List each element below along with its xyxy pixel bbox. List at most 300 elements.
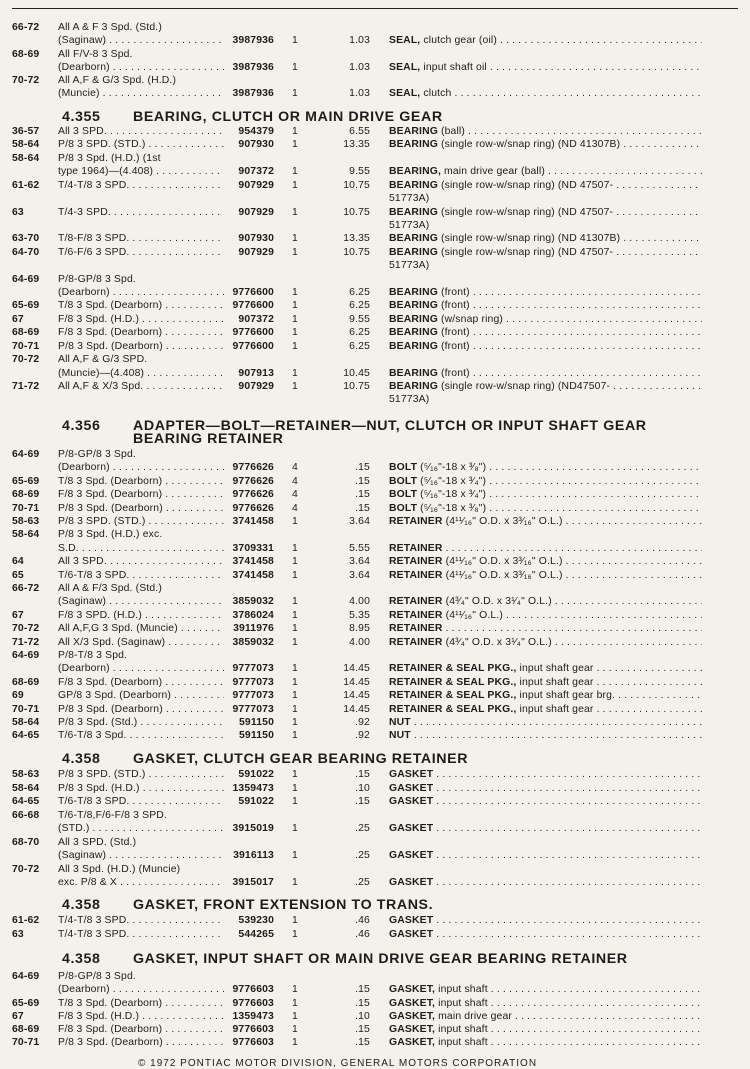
- model-years: 70-72: [12, 75, 40, 87]
- application: P/8 3 SPD. (STD.) . . .: [58, 516, 224, 528]
- part-number: 591150: [239, 717, 274, 728]
- description: [389, 596, 702, 608]
- model-years: 58-64: [12, 717, 40, 728]
- application: T/4-T/8 3 SPD. . . .: [58, 929, 224, 941]
- part-detail: input shaft: [435, 1024, 488, 1035]
- model-years: 68-69: [12, 327, 40, 339]
- part-number: 9777073: [232, 703, 274, 715]
- application: (Muncie)—(4.408) . . .: [58, 368, 224, 380]
- application: P/8 3 Spd. (Std.) . . .: [58, 717, 224, 729]
- application: T/8 3 Spd. (Dearborn) . . .: [58, 998, 224, 1010]
- description: [389, 1024, 702, 1036]
- quantity: 1: [292, 287, 298, 299]
- application: P/8 3 Spd. (H.D.) . . .: [58, 783, 224, 795]
- price: 14.45: [343, 690, 370, 702]
- application: T/4-3 SPD. . . .: [58, 207, 224, 219]
- part-number: 9777073: [232, 690, 274, 702]
- part-number: 1359473: [232, 782, 274, 794]
- quantity: 1: [292, 609, 298, 621]
- quantity: 1: [292, 126, 298, 137]
- part-name: GASKET: [389, 915, 434, 926]
- part-number: 3741458: [232, 569, 274, 581]
- part-name: RETAINER: [389, 596, 443, 608]
- model-years: 67: [12, 609, 24, 621]
- quantity: 1: [292, 636, 298, 648]
- quantity: 1: [292, 313, 298, 325]
- price: 8.95: [349, 623, 370, 635]
- section-title: ADAPTER—BOLT—RETAINER—NUT, CLUTCH OR INPUT SHAFT GEAR: [133, 418, 647, 434]
- part-name: RETAINER & SEAL PKG.,: [389, 676, 517, 688]
- part-name: RETAINER: [389, 623, 443, 635]
- part-number: 3911976: [233, 623, 274, 635]
- description: [389, 62, 702, 74]
- price: 6.25: [349, 340, 370, 352]
- quantity: 4: [292, 489, 298, 501]
- part-number: 591150: [239, 730, 274, 742]
- model-years: 58-63: [12, 516, 40, 527]
- model-years: 58-64: [12, 529, 40, 541]
- model-years: 65-69: [12, 997, 40, 1009]
- quantity: 1: [292, 206, 298, 218]
- price: .92: [355, 717, 370, 728]
- price: .10: [355, 782, 370, 794]
- application: (Saginaw) . . .: [58, 596, 224, 608]
- part-number: 3859032: [232, 596, 274, 608]
- application: T/6-T/8 3 SPD. . . .: [58, 796, 224, 808]
- application: T/6-T/8 3 Spd. . . .: [58, 730, 224, 742]
- part-name: GASKET: [389, 928, 434, 940]
- model-years: 64-65: [12, 730, 40, 742]
- model-years: 61-62: [12, 915, 40, 926]
- quantity: 1: [292, 139, 298, 151]
- part-detail: main drive gear (ball): [441, 166, 545, 178]
- price: 4.00: [349, 596, 370, 608]
- model-years: 63: [12, 206, 24, 218]
- quantity: 1: [292, 340, 298, 352]
- price: .25: [355, 823, 370, 834]
- part-detail: (single row-w/snap ring) (ND 41307B): [437, 139, 621, 151]
- part-name: GASKET,: [389, 997, 436, 1009]
- part-detail: (front): [437, 367, 470, 379]
- price: 14.45: [343, 663, 370, 675]
- application: P/8 3 Spd. (H.D.) (1st: [58, 152, 161, 164]
- description: [389, 769, 702, 781]
- description: [389, 704, 702, 716]
- part-detail: input shaft gear brg.: [516, 690, 616, 702]
- part-number: 954379: [238, 126, 274, 137]
- quantity: 1: [292, 61, 298, 73]
- description: [389, 570, 702, 582]
- model-years: 68-69: [12, 48, 40, 60]
- part-name: BOLT: [389, 502, 418, 514]
- quantity: 1: [292, 596, 298, 608]
- part-name: BOLT: [389, 475, 418, 487]
- application: (Dearborn) . . .: [58, 462, 224, 474]
- application: T/4-T/8 3 SPD. . . .: [58, 180, 224, 192]
- application: T/8-F/8 3 SPD. . . .: [58, 233, 224, 245]
- price: .25: [355, 877, 370, 888]
- part-detail: 51773A): [389, 394, 430, 406]
- description: [389, 1037, 702, 1049]
- part-number: 9776603: [232, 997, 274, 1009]
- description: [389, 823, 702, 835]
- quantity: 1: [292, 928, 298, 940]
- application: GP/8 3 Spd. (Dearborn) . . .: [58, 690, 224, 702]
- part-name: BEARING: [389, 139, 438, 151]
- price: .10: [355, 1010, 370, 1022]
- part-name: GASKET: [389, 850, 434, 861]
- quantity: 1: [292, 717, 298, 728]
- part-name: RETAINER: [389, 516, 443, 527]
- quantity: 1: [292, 542, 298, 554]
- application: All A,F & G/3 Spd. (H.D.): [58, 75, 177, 87]
- description: [389, 998, 702, 1010]
- description: [389, 88, 702, 100]
- model-years: 64-69: [12, 971, 40, 982]
- model-years: 58-63: [12, 769, 40, 780]
- description: [389, 503, 702, 515]
- application: P/8-GP/8 3 Spd.: [58, 273, 136, 285]
- quantity: 1: [292, 1010, 298, 1022]
- model-years: 70-71: [12, 340, 40, 352]
- description: [389, 139, 702, 151]
- part-detail: clutch gear (oil): [420, 35, 497, 47]
- model-years: 66-72: [12, 22, 40, 33]
- part-name: GASKET: [389, 877, 434, 888]
- price: .15: [355, 1037, 370, 1049]
- quantity: 1: [292, 796, 298, 807]
- quantity: 1: [292, 246, 298, 258]
- part-name: RETAINER: [389, 542, 443, 554]
- part-name: SEAL,: [389, 61, 421, 73]
- model-years: 64-70: [12, 246, 40, 258]
- price: 5.55: [349, 542, 370, 554]
- price: 1.03: [349, 35, 370, 47]
- price: .46: [355, 915, 370, 926]
- application: T/6-T/8,F/6-F/8 3 SPD.: [58, 809, 167, 821]
- model-years: 64-69: [12, 650, 40, 661]
- part-detail: main drive gear: [435, 1010, 512, 1022]
- part-detail: (single row-w/snap ring) (ND 41307B): [437, 233, 621, 245]
- description: [389, 730, 702, 742]
- part-number: 1359473: [232, 1010, 274, 1022]
- application: F/8 3 Spd. (Dearborn) . . .: [58, 1024, 224, 1036]
- application: All A & F 3 Spd. (Std.): [58, 22, 162, 33]
- top-rule: [12, 8, 738, 9]
- part-detail: (single row-w/snap ring) (ND 47507-: [437, 179, 614, 191]
- part-detail: (front): [437, 300, 470, 312]
- part-detail: (⁵⁄₁₆"-18 x ³⁄₈"): [417, 462, 487, 474]
- quantity: 1: [292, 690, 298, 702]
- part-detail: (ball): [437, 126, 466, 137]
- model-years: 71-72: [12, 380, 40, 392]
- description: [389, 796, 702, 808]
- part-number: 9776626: [232, 502, 274, 514]
- quantity: 1: [292, 300, 298, 312]
- quantity: 4: [292, 502, 298, 514]
- part-detail: (single row-w/snap ring) (ND47507-: [437, 380, 611, 392]
- application: P/8 3 Spd. (H.D.) exc.: [58, 529, 163, 541]
- price: .15: [355, 984, 370, 996]
- part-detail: (front): [437, 287, 470, 299]
- part-detail: input shaft gear: [516, 663, 594, 675]
- part-number: 907929: [238, 206, 274, 218]
- model-years: 70-72: [12, 623, 40, 635]
- price: 14.45: [343, 676, 370, 688]
- application: P/8 3 Spd. (Dearborn) . . .: [58, 704, 224, 716]
- price: 10.75: [343, 246, 370, 258]
- application: All A,F & X/3 Spd. . . .: [58, 381, 224, 393]
- model-years: 65: [12, 569, 24, 581]
- part-name: SEAL,: [389, 35, 421, 47]
- description: [389, 783, 702, 795]
- price: .15: [355, 769, 370, 780]
- application: P/8-T/8 3 Spd.: [58, 650, 128, 661]
- application: (Saginaw) . . .: [58, 35, 224, 47]
- part-name: BEARING: [389, 313, 438, 325]
- part-number: 907913: [238, 367, 274, 379]
- model-years: 65-69: [12, 475, 40, 487]
- application: F/8 3 Spd. (Dearborn) . . .: [58, 327, 224, 339]
- application: P/8 3 SPD. (STD.) . . .: [58, 769, 224, 781]
- section-number: 4.358: [62, 951, 101, 967]
- section-number: 4.356: [62, 418, 101, 434]
- model-years: 68-69: [12, 676, 40, 688]
- part-number: 907930: [238, 139, 274, 151]
- part-number: 907929: [238, 380, 274, 392]
- quantity: 1: [292, 850, 298, 861]
- description: [389, 1011, 702, 1023]
- part-detail: (w/snap ring): [437, 313, 504, 325]
- quantity: 1: [292, 703, 298, 715]
- part-name: BEARING: [389, 340, 438, 352]
- application: P/8-GP/8 3 Spd.: [58, 971, 136, 982]
- part-number: 9776626: [232, 462, 274, 474]
- quantity: 4: [292, 475, 298, 487]
- application: (Dearborn) . . .: [58, 62, 224, 74]
- part-detail: input shaft: [435, 984, 488, 996]
- part-name: RETAINER & SEAL PKG.,: [389, 663, 517, 675]
- model-years: 58-64: [12, 139, 40, 151]
- price: .46: [355, 928, 370, 940]
- quantity: 1: [292, 997, 298, 1009]
- price: 6.25: [349, 287, 370, 299]
- application: T/8 3 Spd. (Dearborn) . . .: [58, 476, 224, 488]
- part-detail: (⁵⁄₁₆"-18 x ³⁄₈"): [417, 502, 487, 514]
- price: 5.35: [349, 609, 370, 621]
- model-years: 63: [12, 928, 24, 940]
- part-detail: 51773A): [389, 219, 430, 231]
- part-name: BOLT: [389, 462, 418, 474]
- application: (Saginaw) . . .: [58, 850, 224, 862]
- section-number: 4.355: [62, 109, 101, 125]
- description: [389, 663, 702, 675]
- quantity: 1: [292, 556, 298, 568]
- part-number: 591022: [238, 796, 274, 807]
- description: [389, 327, 702, 339]
- section-title: BEARING, CLUTCH OR MAIN DRIVE GEAR: [133, 109, 443, 125]
- quantity: 4: [292, 462, 298, 474]
- price: 1.03: [349, 88, 370, 100]
- quantity: 1: [292, 1024, 298, 1035]
- application: All X/3 Spd. (Saginaw) . . .: [58, 637, 224, 649]
- part-name: GASKET,: [389, 1024, 436, 1035]
- part-detail: (4¹¹⁄₁₆" O.D. x 3³⁄₁₆" O.L.): [442, 556, 563, 568]
- price: 10.75: [343, 380, 370, 392]
- part-number: 907929: [238, 246, 274, 258]
- description: [389, 394, 702, 406]
- description: [389, 368, 702, 380]
- part-name: BEARING: [389, 206, 438, 218]
- part-detail: input shaft oil: [420, 61, 487, 73]
- model-years: 61-62: [12, 179, 40, 191]
- part-number: 539230: [238, 915, 274, 926]
- section-title: GASKET, INPUT SHAFT OR MAIN DRIVE GEAR BEARING RETAINER: [133, 951, 628, 967]
- part-number: 9777073: [232, 663, 274, 675]
- part-number: 9776603: [232, 1037, 274, 1049]
- part-name: BEARING: [389, 367, 438, 379]
- model-years: 63-70: [12, 233, 40, 245]
- description: [389, 717, 702, 729]
- model-years: 58-64: [12, 152, 40, 164]
- application: T/4-T/8 3 SPD. . . .: [58, 915, 224, 927]
- part-detail: clutch: [420, 88, 452, 100]
- copyright-footer: © 1972 PONTIAC MOTOR DIVISION, GENERAL MOTORS CORPORATION: [138, 1058, 538, 1069]
- application: exc. P/8 & X . . .: [58, 877, 224, 889]
- part-detail: 51773A): [389, 260, 430, 272]
- application: (Muncie) . . .: [58, 88, 224, 100]
- application: F/8 3 Spd. (Dearborn) . . .: [58, 489, 224, 501]
- part-name: RETAINER: [389, 609, 443, 621]
- model-years: 70-71: [12, 1037, 40, 1049]
- model-years: 64-65: [12, 796, 40, 807]
- model-years: 64-69: [12, 449, 40, 460]
- part-number: 3916113: [233, 850, 274, 861]
- model-years: 58-64: [12, 782, 40, 794]
- application: T/6-F/6 3 SPD. . . .: [58, 247, 224, 259]
- application: P/8-GP/8 3 Spd.: [58, 449, 136, 460]
- description: [389, 984, 702, 996]
- part-name: SEAL,: [389, 88, 421, 100]
- description: [389, 610, 702, 622]
- quantity: 1: [292, 782, 298, 794]
- part-number: 3987936: [232, 88, 274, 100]
- part-detail: (front): [437, 327, 470, 339]
- application: (Dearborn) . . .: [58, 984, 224, 996]
- price: 3.64: [349, 569, 370, 581]
- part-name: BEARING: [389, 179, 438, 191]
- quantity: 1: [292, 35, 298, 47]
- part-number: 9776600: [232, 287, 274, 299]
- part-detail: input shaft gear: [516, 676, 594, 688]
- part-number: 3786024: [232, 609, 274, 621]
- model-years: 67: [12, 313, 24, 325]
- quantity: 1: [292, 823, 298, 834]
- quantity: 1: [292, 769, 298, 780]
- model-years: 65-69: [12, 300, 40, 312]
- price: 13.35: [343, 139, 370, 151]
- application: (Dearborn) . . .: [58, 663, 224, 675]
- description: [389, 877, 702, 889]
- application: All 3 Spd. (H.D.) (Muncie): [58, 863, 181, 875]
- part-name: BEARING: [389, 300, 438, 312]
- part-number: 3915017: [232, 877, 274, 888]
- description: [389, 623, 702, 635]
- part-number: 3741458: [232, 556, 274, 568]
- part-name: BEARING: [389, 126, 438, 137]
- description: [389, 193, 702, 205]
- description: [389, 462, 702, 474]
- part-name: NUT: [389, 717, 411, 728]
- part-detail: (4³⁄₄" O.D. x 3¹⁄₄" O.L.): [442, 636, 552, 648]
- part-detail: (single row-w/snap ring) (ND 47507-: [437, 246, 614, 258]
- quantity: 1: [292, 1037, 298, 1049]
- application: All A & F/3 Spd. (Std.): [58, 583, 162, 594]
- application: All 3 SPD. . . .: [58, 126, 224, 138]
- part-number: 3741458: [232, 516, 274, 527]
- price: 9.55: [349, 166, 370, 178]
- price: 14.45: [343, 703, 370, 715]
- price: 9.55: [349, 313, 370, 325]
- part-name: GASKET,: [389, 1010, 436, 1022]
- part-name: GASKET: [389, 782, 434, 794]
- description: [389, 207, 702, 219]
- model-years: 36-57: [12, 126, 40, 137]
- price: .15: [355, 796, 370, 807]
- price: .15: [355, 462, 370, 474]
- part-number: 3987936: [232, 35, 274, 47]
- part-name: RETAINER & SEAL PKG.,: [389, 703, 517, 715]
- application: P/8 3 SPD. (STD.) . . .: [58, 139, 224, 151]
- part-number: 3915019: [232, 823, 274, 834]
- application: All 3 SPD. (Std.): [58, 836, 137, 848]
- quantity: 1: [292, 663, 298, 675]
- quantity: 1: [292, 569, 298, 581]
- description: [389, 341, 702, 353]
- application: All F/V-8 3 Spd.: [58, 48, 133, 60]
- description: [389, 247, 702, 259]
- part-name: GASKET,: [389, 1037, 436, 1049]
- section-title: GASKET, FRONT EXTENSION TO TRANS.: [133, 897, 434, 913]
- model-years: 64: [12, 556, 24, 568]
- model-years: 66-72: [12, 583, 40, 594]
- part-name: GASKET: [389, 769, 434, 780]
- price: 10.75: [343, 206, 370, 218]
- application: F/8 3 Spd. (Dearborn) . . .: [58, 677, 224, 689]
- quantity: 1: [292, 233, 298, 245]
- part-number: 907372: [238, 313, 274, 325]
- part-number: 3709331: [232, 542, 274, 554]
- price: 6.25: [349, 300, 370, 312]
- application: F/8 3 SPD. (H.D.) . . .: [58, 610, 224, 622]
- part-detail: (4¹¹⁄₁₆" O.L.): [442, 609, 503, 621]
- description: [389, 850, 702, 862]
- application: All 3 SPD. . . .: [58, 556, 224, 568]
- price: .15: [355, 502, 370, 514]
- quantity: 1: [292, 367, 298, 379]
- price: .15: [355, 475, 370, 487]
- part-name: NUT: [389, 730, 411, 742]
- part-number: 9776626: [232, 475, 274, 487]
- model-years: 69: [12, 690, 24, 702]
- quantity: 1: [292, 877, 298, 888]
- description: [389, 166, 702, 178]
- price: 4.00: [349, 636, 370, 648]
- part-number: 9776600: [232, 327, 274, 339]
- part-number: 9777073: [232, 676, 274, 688]
- description: [389, 556, 702, 568]
- section-number: 4.358: [62, 897, 101, 913]
